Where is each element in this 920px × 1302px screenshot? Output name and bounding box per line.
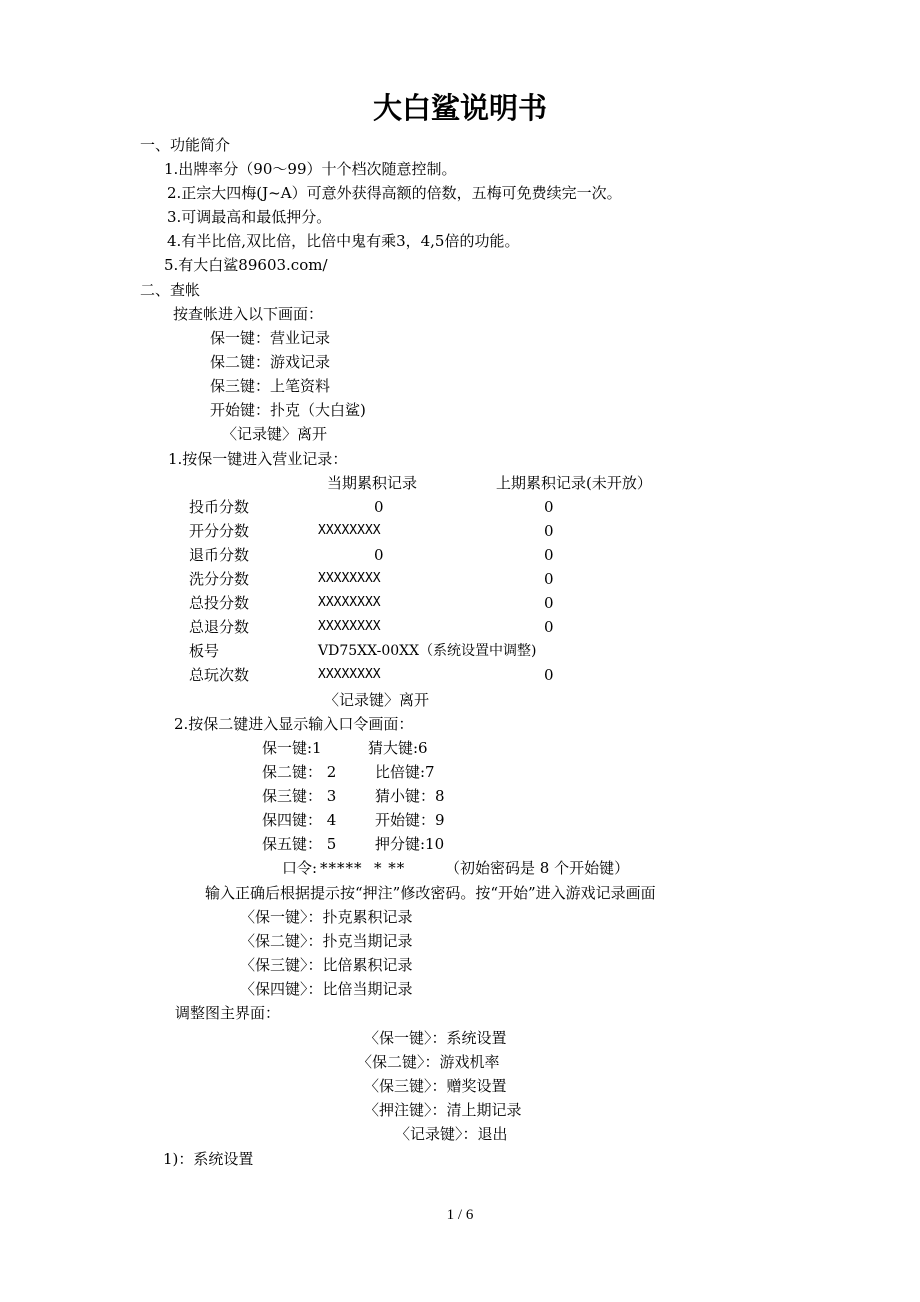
feature-item: 2.正宗大四梅(J~A）可意外获得高额的倍数，五梅可免费续完一次。 [167,184,622,202]
table-row-label: 总玩次数 [189,666,250,684]
record-key-item: 〈保四键〉：比倍当期记录 [240,980,413,998]
accounts-intro: 按查帐进入以下画面： [173,305,324,323]
adjust-item: 〈保三键〉：赠奖设置 [364,1077,507,1095]
menu-item: 保三键：上笔资料 [210,377,331,395]
password-label: 口令: [282,859,318,877]
password-instruction: 输入正确后根据提示按“押注”修改密码。按“开始”进入游戏记录画面 [205,884,656,902]
feature-item: 3.可调最高和最低押分。 [167,208,332,226]
table-row-label: 洗分分数 [189,570,250,588]
table-cell-current: XXXXXXXX [318,619,381,634]
record-key-item: 〈保一键〉：扑克累积记录 [240,908,413,926]
table-cell-previous: 0 [544,666,554,684]
subsection-heading-system: 1)：系统设置 [163,1150,254,1168]
menu-item: 保二键：游戏记录 [210,353,331,371]
feature-item: 5.有大白鲨89603.com/ [164,256,328,274]
section-heading-accounts: 二、查帐 [140,281,201,299]
adjust-item: 〈保一键〉：系统设置 [364,1029,507,1047]
subsection-heading-password: 2.按保二键进入显示输入口令画面： [174,715,414,733]
menu-item: 开始键：扑克（大白鲨) [210,401,366,419]
adjust-item: 〈保二键〉：游戏机率 [357,1053,500,1071]
menu-item: 保一键：营业记录 [210,329,331,347]
table-row-label: 总退分数 [189,618,250,636]
board-number-value: VD75XX-00XX（系统设置中调整) [318,643,537,659]
table-cell-current: XXXXXXXX [318,571,381,586]
key-map-left: 保二键： 2 [262,763,337,781]
table-row-label: 开分分数 [189,522,250,540]
table-cell-current: 0 [374,498,384,516]
key-map-right: 开始键：9 [375,811,445,829]
feature-item: 4.有半比倍,双比倍，比倍中鬼有乘3，4,5倍的功能。 [167,232,520,250]
key-map-left: 保四键： 4 [262,811,337,829]
table-row-label: 投币分数 [189,498,250,516]
table-cell-current: XXXXXXXX [318,667,381,682]
feature-item: 1.出牌率分（90～99）十个档次随意控制。 [164,160,457,178]
table-cell-previous: 0 [544,522,554,540]
adjust-item: 〈记录键〉：退出 [395,1125,508,1143]
table-cell-previous: 0 [544,594,554,612]
password-note: （初始密码是 8 个开始键） [445,859,630,877]
document-title: 大白鲨说明书 [372,91,547,125]
table-cell-previous: 0 [544,570,554,588]
table-cell-current: XXXXXXXX [318,523,381,538]
table-cell-previous: 0 [544,618,554,636]
subsection-heading-business: 1.按保一键进入营业记录： [168,450,348,468]
key-map-right: 比倍键:7 [375,763,435,781]
page-number: 1 / 6 [446,1207,474,1223]
key-map-right: 押分键:10 [375,835,445,853]
password-stars: ***** * ** [320,859,406,877]
table-cell-previous: 0 [544,546,554,564]
key-map-left: 保一键:1 [262,739,322,757]
key-map-left: 保五键： 5 [262,835,337,853]
section-heading-features: 一、功能简介 [140,136,231,154]
key-map-left: 保三键： 3 [262,787,337,805]
column-header-previous: 上期累积记录(未开放） [496,474,652,492]
key-map-right: 猜大键:6 [368,739,428,757]
table-row-label: 板号 [189,642,220,660]
table-cell-current: 0 [374,546,384,564]
table-row-label: 退币分数 [189,546,250,564]
adjust-item: 〈押注键〉：清上期记录 [364,1101,522,1119]
adjust-heading: 调整图主界面： [175,1004,281,1022]
table-cell-current: XXXXXXXX [318,595,381,610]
record-key-item: 〈保二键〉：扑克当期记录 [240,932,413,950]
table-exit-note: 〈记录键〉离开 [324,691,430,709]
column-header-current: 当期累积记录 [327,474,418,492]
table-cell-previous: 0 [544,498,554,516]
menu-item: 〈记录键〉离开 [222,425,328,443]
record-key-item: 〈保三键〉：比倍累积记录 [240,956,413,974]
key-map-right: 猜小键：8 [375,787,445,805]
table-row-label: 总投分数 [189,594,250,612]
